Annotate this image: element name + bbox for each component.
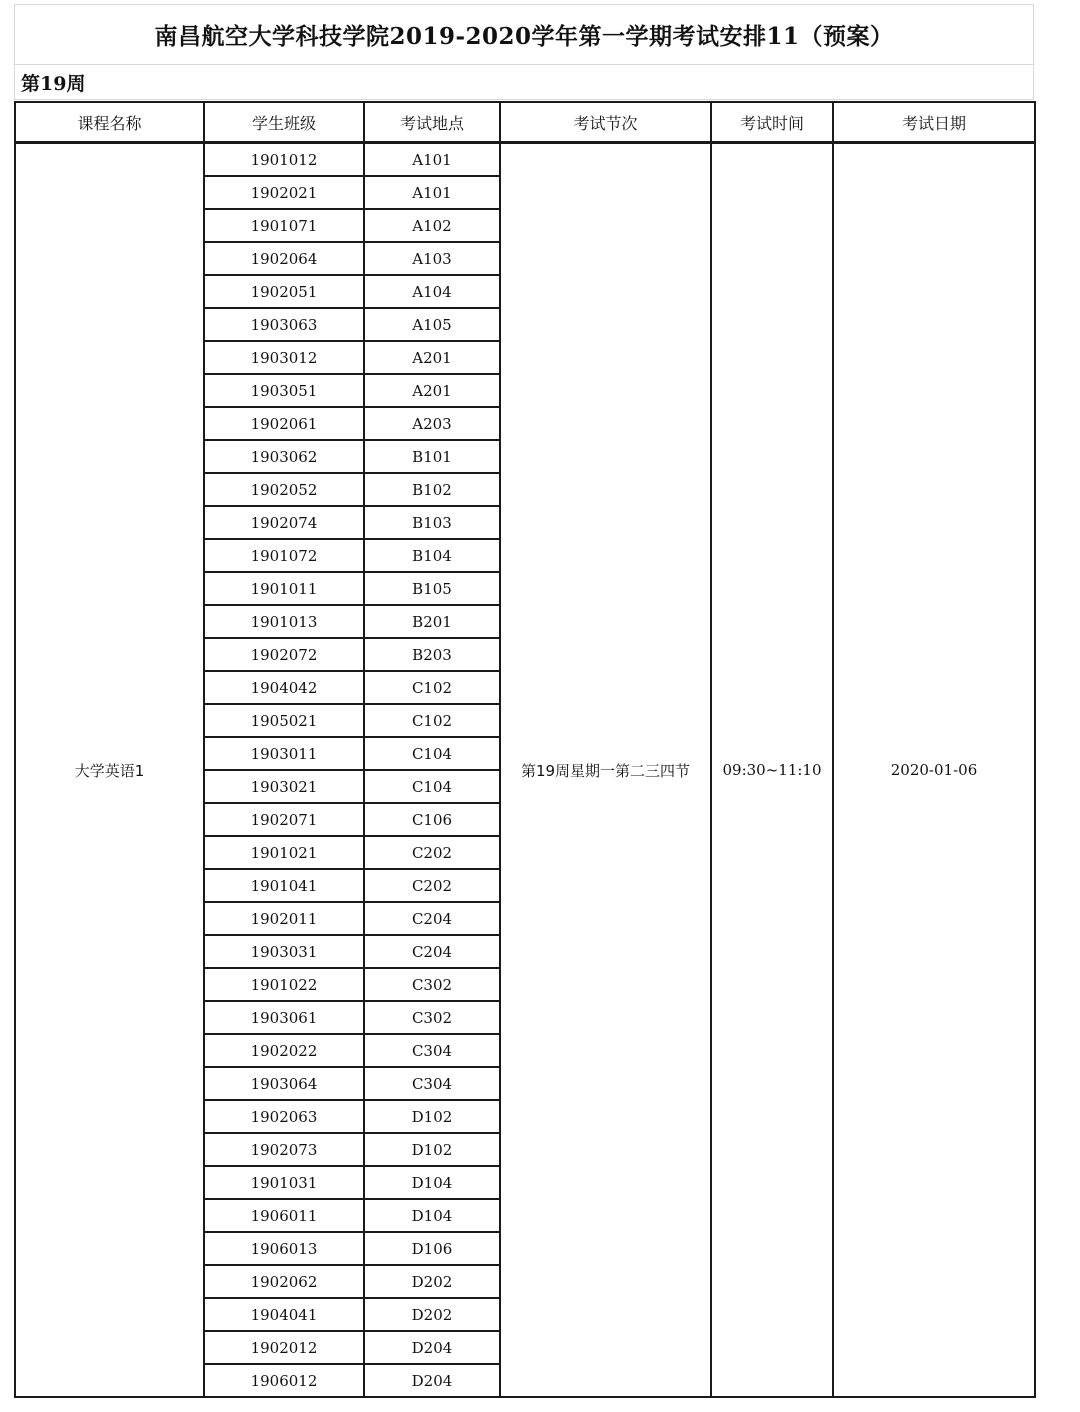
class-cell: 1901021 [204,836,364,869]
course-name-cell: 大学英语1 [15,143,204,1398]
class-cell: 1901041 [204,869,364,902]
location-cell: D102 [364,1100,500,1133]
location-cell: A203 [364,407,500,440]
class-cell: 1905021 [204,704,364,737]
class-cell: 1902021 [204,176,364,209]
exam-table [14,101,1036,1398]
location-cell: D104 [364,1199,500,1232]
location-cell: B203 [364,638,500,671]
location-cell: C104 [364,770,500,803]
location-cell: D102 [364,1133,500,1166]
location-cell: A102 [364,209,500,242]
class-cell: 1904042 [204,671,364,704]
class-cell: 1903051 [204,374,364,407]
week-label: 第19周 [14,64,1034,100]
location-cell: C102 [364,671,500,704]
class-cell: 1903061 [204,1001,364,1034]
class-cell: 1902064 [204,242,364,275]
class-cell: 1902071 [204,803,364,836]
header-course: 课程名称 [15,102,204,143]
header-class: 学生班级 [204,102,364,143]
location-cell: B103 [364,506,500,539]
table-row [15,143,1035,177]
class-cell: 1901071 [204,209,364,242]
class-cell: 1902052 [204,473,364,506]
class-cell: 1906011 [204,1199,364,1232]
class-cell: 1902074 [204,506,364,539]
location-cell: C202 [364,836,500,869]
class-cell: 1901031 [204,1166,364,1199]
location-cell: C302 [364,968,500,1001]
header-time: 考试时间 [711,102,833,143]
location-cell: B101 [364,440,500,473]
location-cell: C104 [364,737,500,770]
exam-schedule-sheet [14,4,1034,1410]
location-cell: B105 [364,572,500,605]
class-cell: 1902062 [204,1265,364,1298]
location-cell: D202 [364,1265,500,1298]
location-cell: B201 [364,605,500,638]
page-title: 南昌航空大学科技学院2019-2020学年第一学期考试安排11（预案） [14,4,1034,64]
location-cell: A101 [364,143,500,177]
class-cell: 1902051 [204,275,364,308]
location-cell: C302 [364,1001,500,1034]
location-cell: A201 [364,374,500,407]
exam-period-cell: 第19周星期一第二三四节 [500,143,711,1398]
class-cell: 1901013 [204,605,364,638]
class-cell: 1903031 [204,935,364,968]
location-cell: D202 [364,1298,500,1331]
class-cell: 1903011 [204,737,364,770]
class-cell: 1903063 [204,308,364,341]
class-cell: 1902012 [204,1331,364,1364]
location-cell: A201 [364,341,500,374]
location-cell: D204 [364,1331,500,1364]
location-cell: A105 [364,308,500,341]
class-cell: 1906012 [204,1364,364,1397]
location-cell: C204 [364,902,500,935]
exam-date-cell: 2020-01-06 [833,143,1035,1398]
header-date: 考试日期 [833,102,1035,143]
location-cell: C304 [364,1034,500,1067]
class-cell: 1903064 [204,1067,364,1100]
location-cell: C106 [364,803,500,836]
location-cell: B102 [364,473,500,506]
class-cell: 1901072 [204,539,364,572]
class-cell: 1902073 [204,1133,364,1166]
header-period: 考试节次 [500,102,711,143]
location-cell: D106 [364,1232,500,1265]
location-cell: D104 [364,1166,500,1199]
location-cell: C102 [364,704,500,737]
class-cell: 1901022 [204,968,364,1001]
class-cell: 1901011 [204,572,364,605]
exam-time-cell: 09:30~11:10 [711,143,833,1398]
location-cell: B104 [364,539,500,572]
class-cell: 1903062 [204,440,364,473]
class-cell: 1906013 [204,1232,364,1265]
location-cell: A101 [364,176,500,209]
location-cell: C202 [364,869,500,902]
class-cell: 1902063 [204,1100,364,1133]
location-cell: C204 [364,935,500,968]
class-cell: 1902072 [204,638,364,671]
location-cell: C304 [364,1067,500,1100]
location-cell: A103 [364,242,500,275]
class-cell: 1901012 [204,143,364,177]
location-cell: A104 [364,275,500,308]
class-cell: 1904041 [204,1298,364,1331]
class-cell: 1902061 [204,407,364,440]
table-body [15,143,1035,1398]
location-cell: D204 [364,1364,500,1397]
class-cell: 1902022 [204,1034,364,1067]
class-cell: 1903021 [204,770,364,803]
class-cell: 1903012 [204,341,364,374]
table-header-row [15,102,1035,143]
header-location: 考试地点 [364,102,500,143]
class-cell: 1902011 [204,902,364,935]
